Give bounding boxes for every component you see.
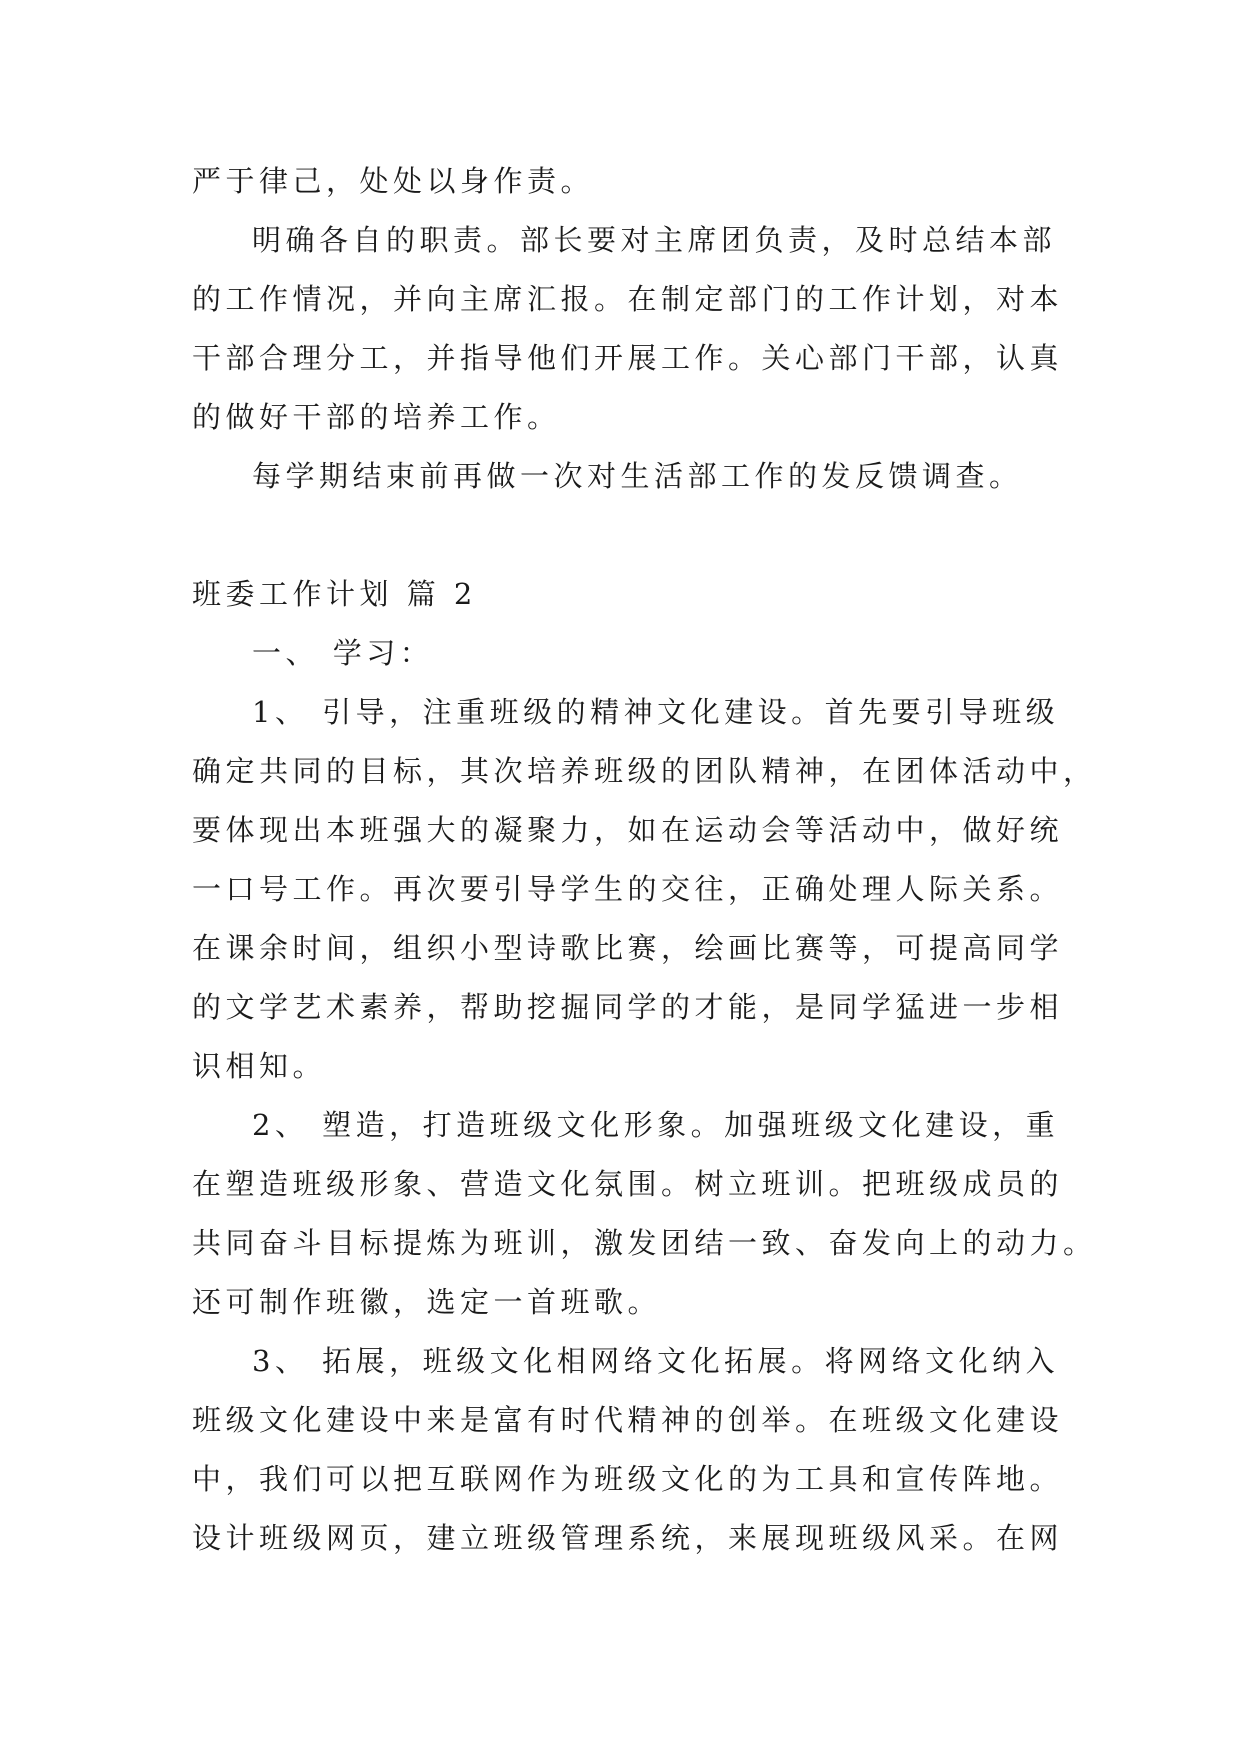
text-line: 中，我们可以把互联网作为班级文化的为工具和宣传阵地。 <box>192 1462 1064 1496</box>
text-line: 干部合理分工，并指导他们开展工作。关心部门干部，认真 <box>192 341 1064 375</box>
text-line: 设计班级网页，建立班级管理系统，来展现班级风采。在网 <box>192 1521 1064 1555</box>
text-line: 的工作情况，并向主席汇报。在制定部门的工作计划，对本 <box>192 282 1064 316</box>
text-line: 每学期结束前再做一次对生活部工作的发反馈调查。 <box>252 459 1023 493</box>
text-line: 还可制作班徽，选定一首班歌。 <box>192 1285 662 1319</box>
text-line: 明确各自的职责。部长要对主席团负责，及时总结本部 <box>252 223 1057 257</box>
text-line: 在塑造班级形象、营造文化氛围。树立班训。把班级成员的 <box>192 1167 1064 1201</box>
subheading: 一、 学习： <box>252 636 434 670</box>
section-title: 班委工作计划 篇 2 <box>192 577 477 611</box>
text-line: 识相知。 <box>192 1049 327 1083</box>
text-line: 一口号工作。再次要引导学生的交往，正确处理人际关系。 <box>192 872 1064 906</box>
document-page <box>192 152 1097 1568</box>
text-line: 的做好干部的培养工作。 <box>192 400 561 434</box>
text-line: 班级文化建设中来是富有时代精神的创举。在班级文化建设 <box>192 1403 1064 1437</box>
text-line: 严于律己，处处以身作责。 <box>192 164 595 198</box>
text-line: 3、 拓展，班级文化相网络文化拓展。将网络文化纳入 <box>252 1344 1060 1378</box>
text-line: 共同奋斗目标提炼为班训，激发团结一致、奋发向上的动力。 <box>192 1226 1097 1260</box>
text-line: 1、 引导，注重班级的精神文化建设。首先要引导班级 <box>252 695 1060 729</box>
text-line: 确定共同的目标，其次培养班级的团队精神，在团体活动中， <box>192 754 1097 788</box>
text-line: 在课余时间，组织小型诗歌比赛，绘画比赛等，可提高同学 <box>192 931 1064 965</box>
text-line: 要体现出本班强大的凝聚力，如在运动会等活动中，做好统 <box>192 813 1064 847</box>
text-line: 的文学艺术素养，帮助挖掘同学的才能，是同学猛进一步相 <box>192 990 1064 1024</box>
text-line: 2、 塑造，打造班级文化形象。加强班级文化建设，重 <box>252 1108 1060 1142</box>
section-gap <box>192 506 1052 565</box>
